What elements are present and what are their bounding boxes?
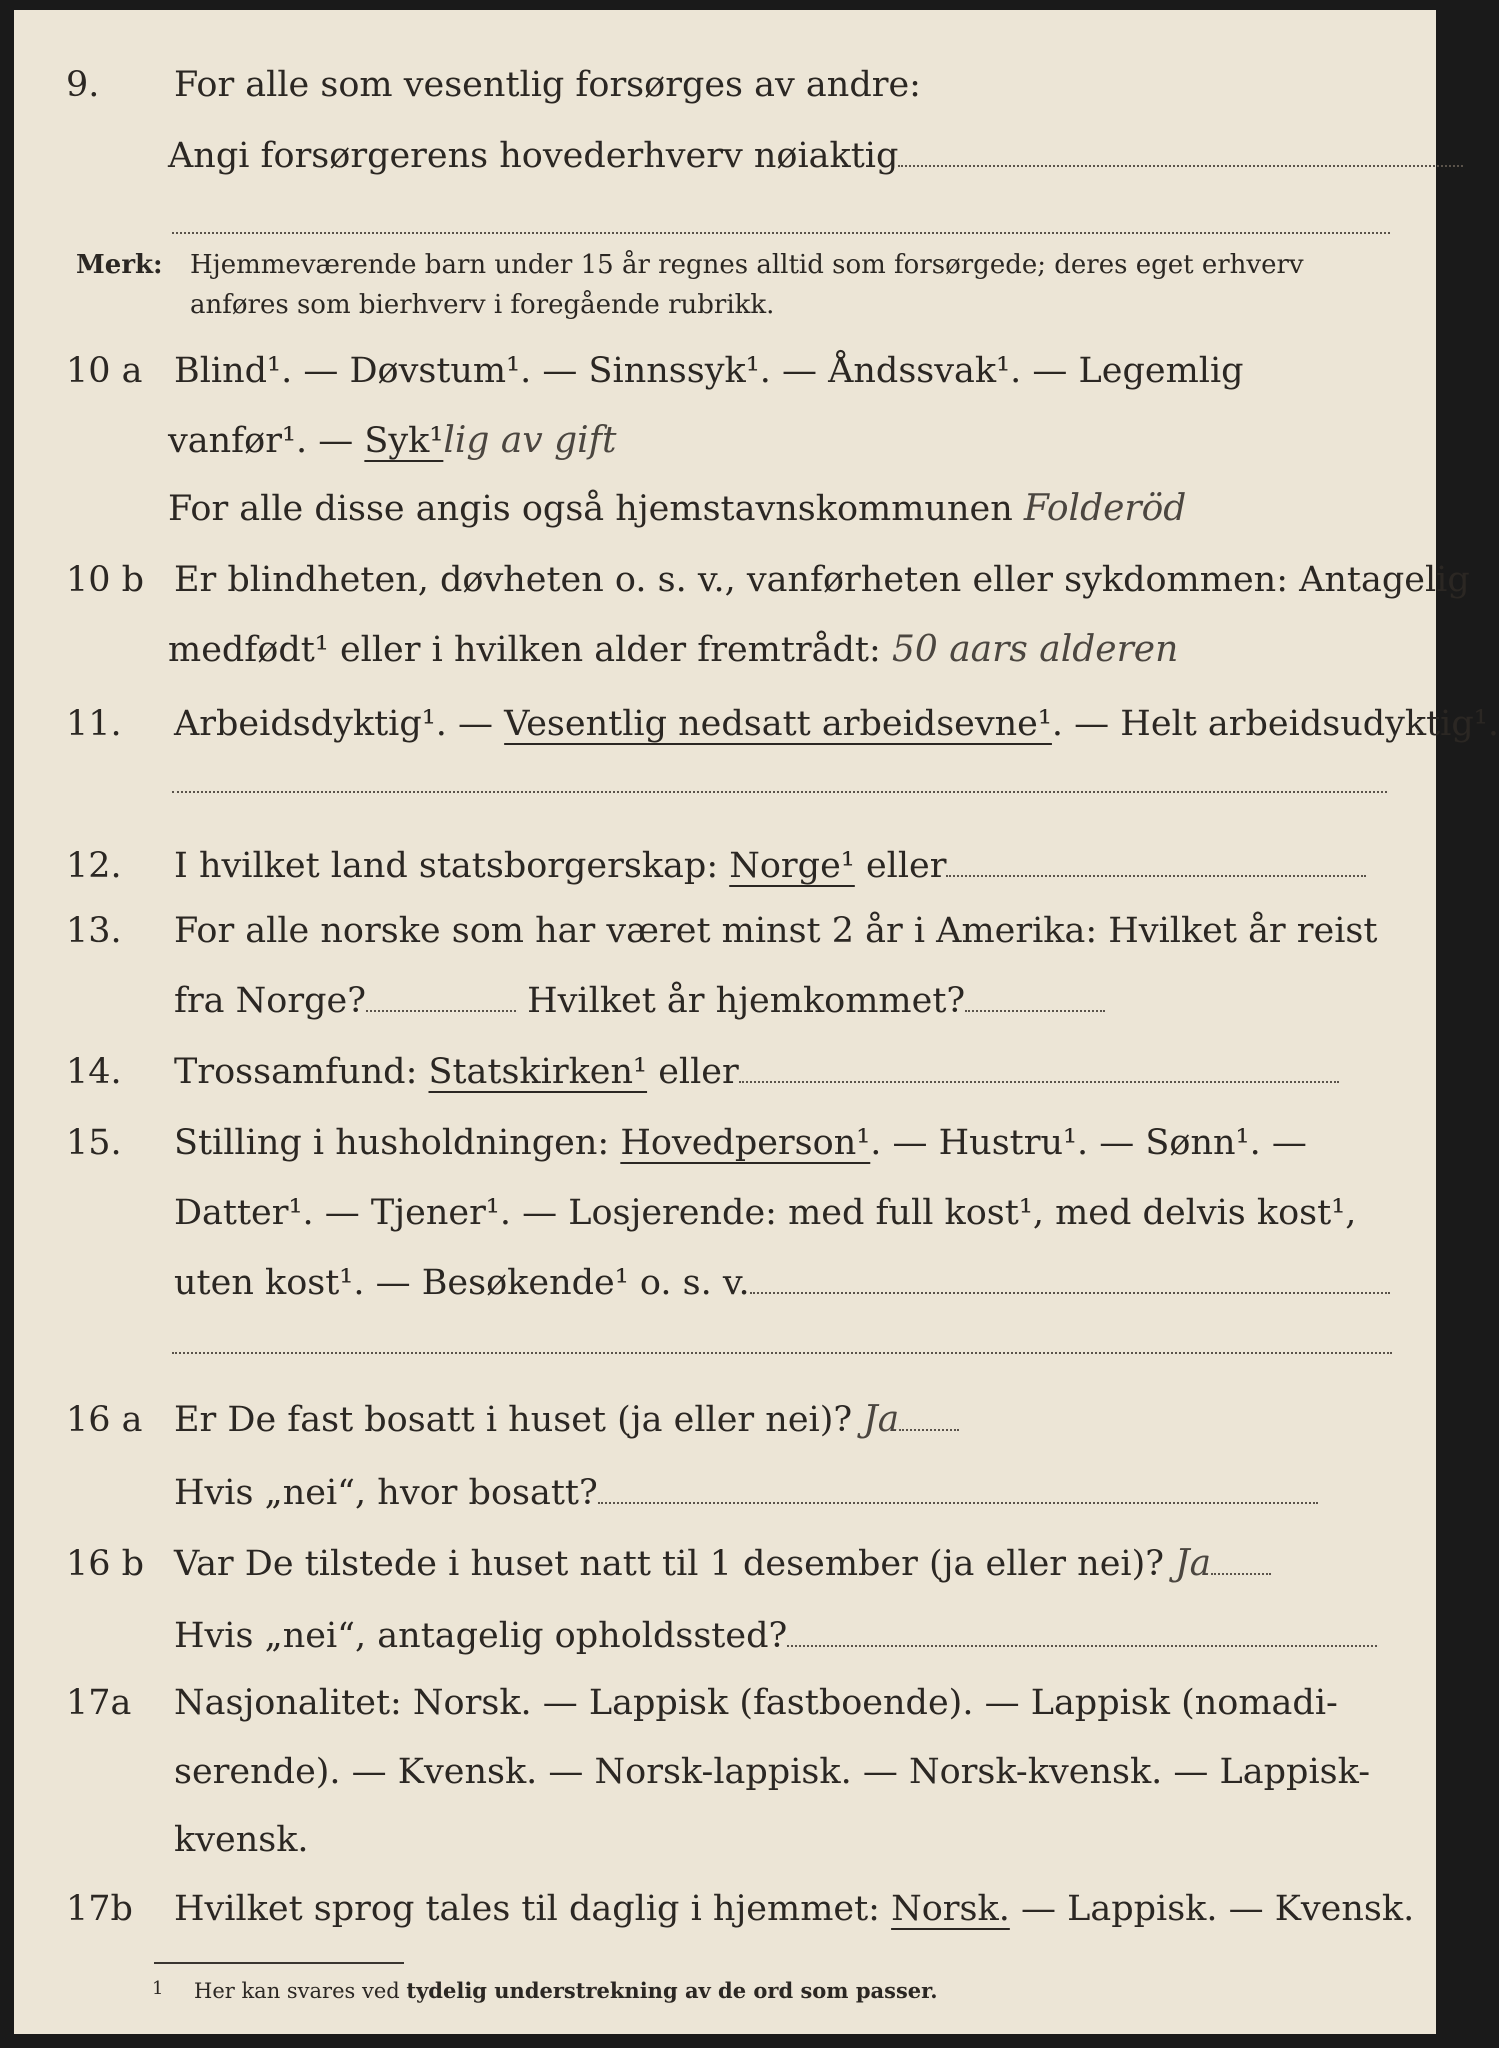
question-text: . — Hustru¹. — Sønn¹. — [870,1123,1307,1163]
answer-line[interactable] [898,143,1463,167]
question-number: 9. [66,65,100,105]
underlined-choice: Norge¹ [729,846,855,886]
question-number: 10 b [66,560,145,600]
handwritten-answer: Ja [863,1399,900,1440]
note-text-line-2: anføres som bierhverv i foregående rubrikk. [190,290,775,320]
question-number: 16 a [66,1400,143,1440]
question-text: Trossamfund: [174,1052,429,1092]
question-number: 14. [66,1052,122,1092]
underlined-choice: Vesentlig nedsatt arbeidsevne¹ [504,704,1052,744]
question-number: 10 a [66,351,143,391]
question-17a-line-2 [14,1742,1436,1802]
question-text: Hvilket sprog tales til daglig i hjemmet: [174,1889,892,1929]
answer-line[interactable] [366,988,516,1012]
note-text-line-1: Hjemmeværende barn under 15 år regnes alltid som forsørgede; deres eget erhverv [190,250,1304,280]
underlined-choice: Statskirken¹ [428,1052,648,1092]
question-number: 17a [66,1683,132,1723]
question-11 [14,694,1499,754]
question-16b-line-2 [14,1606,1436,1666]
census-form-page [14,10,1499,2034]
question-text: Hvis „nei“, antagelig opholdssted? [174,1616,788,1656]
question-10b-line-1 [14,550,1470,610]
question-14 [14,1042,1436,1102]
question-text: I hvilket land statsborgerskap: [174,846,730,886]
question-16a-line-2 [14,1463,1436,1523]
answer-line[interactable] [172,1352,1392,1354]
footnote-text [194,1972,938,2010]
question-number: 13. [66,911,122,951]
question-9-line-2 [14,126,1436,186]
question-text: Nasjonalitet: Norsk. — Lappisk (fastboende). — Lappisk (nomadi- [174,1683,1338,1723]
question-text: Er blindheten, døvheten o. s. v., vanførheten eller sykdommen: Antagelig [174,560,1470,600]
question-15-line-3 [14,1253,1436,1313]
question-text: . — Helt arbeidsudyktig¹. [1051,704,1499,744]
question-17a-line-1 [14,1673,1436,1733]
underlined-choice: Hovedperson¹ [620,1123,871,1163]
question-text: Er De fast bosatt i huset (ja eller nei)? [174,1400,853,1440]
question-text: Datter¹. — Tjener¹. — Losjerende: med full kost¹, med delvis kost¹, [174,1193,1357,1233]
question-text: serende). — Kvensk. — Norsk-lappisk. — Norsk-kvensk. — Lappisk- [174,1752,1371,1792]
footnote-divider [154,1962,404,1964]
answer-line[interactable] [899,1407,959,1431]
footnote-text-plain: Her kan svares ved [194,1979,407,2003]
underlined-choice: Norsk. [891,1889,1010,1929]
question-10a-line-2 [14,411,1436,471]
question-text: Hvilket år hjemkommet? [527,981,966,1021]
question-text: For alle som vesentlig forsørges av andre: [174,65,921,105]
question-text: For alle norske som har været minst 2 år i Amerika: Hvilket år reist [174,911,1378,951]
question-number: 16 b [66,1544,145,1584]
question-number: 15. [66,1123,122,1163]
question-number: 11. [66,704,122,744]
question-number: 17b [66,1889,133,1929]
answer-line[interactable] [946,853,1366,877]
question-text: For alle disse angis også hjemstavnskommunen [168,489,1013,529]
question-17b [14,1879,1436,1939]
answer-line[interactable] [965,988,1105,1012]
handwritten-answer: Ja [1175,1543,1212,1584]
question-10a-line-3 [14,479,1436,539]
answer-line[interactable] [172,232,1390,234]
note-label: Merk: [76,250,163,280]
handwritten-answer: 50 aars alderen [891,629,1179,670]
question-9-line-1 [14,55,1436,115]
answer-line[interactable] [598,1480,1318,1504]
handwritten-answer: lig av gift [443,420,617,461]
handwritten-answer: Folderöd [1023,488,1187,529]
question-text: Blind¹. — Døvstum¹. — Sinnssyk¹. — Åndssvak¹. — Legemlig [174,351,1244,391]
question-text: Arbeidsdyktig¹. — [174,704,505,744]
question-number: 12. [66,846,122,886]
answer-line[interactable] [172,791,1387,793]
question-text: Var De tilstede i huset natt til 1 desember (ja eller nei)? [174,1544,1165,1584]
question-16a-line-1 [14,1390,1436,1450]
question-text: eller [854,846,947,886]
question-10b-line-2 [14,620,1436,680]
question-text: Hvis „nei“, hvor bosatt? [174,1473,598,1513]
footnote-mark: 1 [152,1978,164,1999]
question-text: Angi forsørgerens hovederhverv nøiaktig [168,136,899,176]
answer-line[interactable] [750,1270,1390,1294]
question-text: vanfør¹. — [168,421,365,461]
question-text: uten kost¹. — Besøkende¹ o. s. v. [174,1263,750,1303]
question-text: kvensk. [174,1820,309,1860]
question-10a-line-1 [14,341,1436,401]
question-15-line-1 [14,1113,1436,1173]
question-16b-line-1 [14,1534,1436,1594]
footnote-text-bold: tydelig understrekning av de ord som passer. [406,1978,938,2003]
question-text: eller [647,1052,739,1092]
answer-line[interactable] [787,1623,1377,1647]
answer-line[interactable] [739,1059,1339,1083]
question-12 [14,836,1436,896]
question-13-line-2 [14,971,1436,1031]
question-17a-line-3 [14,1810,1436,1870]
question-15-line-2 [14,1183,1436,1243]
underlined-choice: Syk¹ [364,421,444,461]
question-text: Stilling i husholdningen: [174,1123,621,1163]
question-13-line-1 [14,901,1436,961]
answer-line[interactable] [1211,1551,1271,1575]
question-text: medfødt¹ eller i hvilken alder fremtrådt: [168,630,881,670]
question-text: — Lappisk. — Kvensk. [1009,1889,1415,1929]
question-text: fra Norge? [174,981,366,1021]
